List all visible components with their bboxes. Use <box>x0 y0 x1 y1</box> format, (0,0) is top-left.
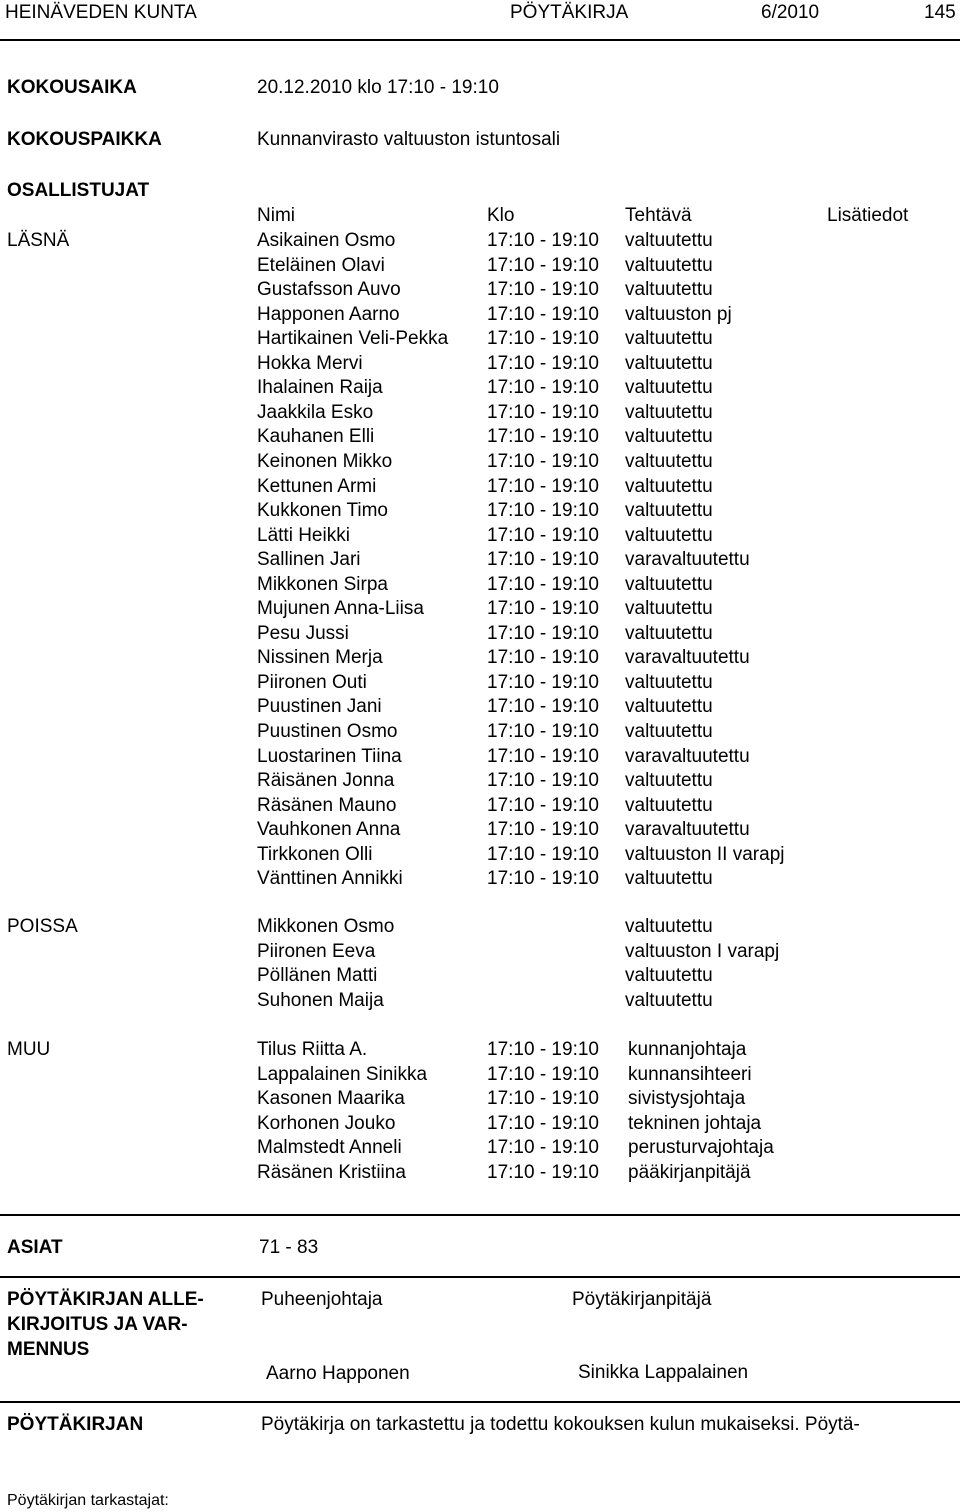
column-header-time: Klo <box>487 205 515 226</box>
attendee-time: 17:10 - 19:10 <box>487 328 599 350</box>
other-time: 17:10 - 19:10 <box>487 1088 599 1110</box>
table-row <box>0 1063 960 1088</box>
other-name: Lappalainen Sinikka <box>257 1063 428 1085</box>
table-row <box>0 376 960 401</box>
table-row <box>0 646 960 671</box>
attendee-name: Mujunen Anna-Liisa <box>257 598 424 620</box>
table-row <box>0 695 960 720</box>
other-role: perusturvajohtaja <box>628 1137 774 1159</box>
table-row <box>0 622 960 647</box>
table-row <box>0 573 960 598</box>
table-row <box>0 915 960 940</box>
absentee-name: Pöllänen Matti <box>257 965 378 987</box>
meeting-place-label: KOKOUSPAIKKA <box>7 129 162 150</box>
table-row <box>0 475 960 500</box>
attendee-time: 17:10 - 19:10 <box>487 573 599 595</box>
other-role: kunnanjohtaja <box>628 1039 747 1060</box>
attendee-role: valtuutettu <box>625 696 713 718</box>
attendee-name: Asikainen Osmo <box>257 230 396 251</box>
attendee-name: Eteläinen Olavi <box>257 254 385 276</box>
attendee-time: 17:10 - 19:10 <box>487 647 599 669</box>
attendee-role: varavaltuutettu <box>625 819 750 841</box>
column-header-name: Nimi <box>257 205 295 226</box>
table-row <box>0 327 960 352</box>
attendee-role: valtuuston pj <box>625 303 732 325</box>
absentee-name: Mikkonen Osmo <box>257 916 395 937</box>
attendee-time: 17:10 - 19:10 <box>487 770 599 792</box>
attendee-time: 17:10 - 19:10 <box>487 549 599 571</box>
attendee-name: Puustinen Jani <box>257 696 382 718</box>
attendee-name: Räisänen Jonna <box>257 770 395 792</box>
attendee-role: valtuutettu <box>625 622 713 644</box>
table-row <box>0 278 960 303</box>
secretary-title: Pöytäkirjanpitäjä <box>572 1289 712 1310</box>
attendee-name: Vänttinen Annikki <box>257 868 403 890</box>
other-name: Korhonen Jouko <box>257 1112 396 1134</box>
other-name: Räsänen Kristiina <box>257 1161 406 1183</box>
table-row <box>0 254 960 279</box>
attendee-name: Vauhkonen Anna <box>257 819 401 841</box>
participants-label: OSALLISTUJAT <box>7 180 150 201</box>
table-row <box>0 989 960 1014</box>
attendee-time: 17:10 - 19:10 <box>487 377 599 399</box>
attendee-role: valtuutettu <box>625 721 713 742</box>
attendee-role: valtuutettu <box>625 450 713 472</box>
table-row <box>0 499 960 524</box>
absent-label: POISSA <box>7 916 78 937</box>
other-time: 17:10 - 19:10 <box>487 1063 599 1085</box>
attendee-role: valtuutettu <box>625 401 713 423</box>
other-time: 17:10 - 19:10 <box>487 1137 599 1159</box>
signing-label-line-1: PÖYTÄKIRJAN ALLE- <box>7 1289 204 1310</box>
table-row <box>0 769 960 794</box>
attendee-role: valtuutettu <box>625 426 713 448</box>
other-time: 17:10 - 19:10 <box>487 1112 599 1134</box>
other-role: kunnansihteeri <box>628 1063 752 1085</box>
meeting-place-value: Kunnanvirasto valtuuston istuntosali <box>257 129 561 150</box>
table-row <box>0 867 960 892</box>
chair-name: Aarno Happonen <box>266 1363 410 1384</box>
attendee-name: Gustafsson Auvo <box>257 279 401 301</box>
signing-label-line-3: MENNUS <box>7 1339 90 1360</box>
items-divider <box>0 1214 960 1216</box>
meeting-time-value: 20.12.2010 klo 17:10 - 19:10 <box>257 77 499 98</box>
table-row <box>0 745 960 770</box>
other-time: 17:10 - 19:10 <box>487 1039 599 1060</box>
other-role: pääkirjanpitäjä <box>628 1161 751 1183</box>
other-name: Malmstedt Anneli <box>257 1137 402 1159</box>
other-name: Kasonen Maarika <box>257 1088 405 1110</box>
attendee-name: Kukkonen Timo <box>257 500 388 522</box>
attendee-time: 17:10 - 19:10 <box>487 254 599 276</box>
secretary-name: Sinikka Lappalainen <box>578 1362 749 1383</box>
attendee-name: Kettunen Armi <box>257 475 377 497</box>
attendee-time: 17:10 - 19:10 <box>487 671 599 693</box>
attendee-name: Sallinen Jari <box>257 549 361 571</box>
attendee-name: Keinonen Mikko <box>257 450 393 472</box>
attendee-time: 17:10 - 19:10 <box>487 794 599 816</box>
absentee-role: valtuutettu <box>625 989 713 1011</box>
table-row <box>0 303 960 328</box>
table-row <box>0 548 960 573</box>
attendee-role: valtuutettu <box>625 475 713 497</box>
absentee-name: Piironen Eeva <box>257 940 376 962</box>
attendee-name: Luostarinen Tiina <box>257 745 402 767</box>
header-municipality: HEINÄVEDEN KUNTA <box>5 2 197 23</box>
attendee-time: 17:10 - 19:10 <box>487 303 599 325</box>
table-row <box>0 229 960 254</box>
attendee-time: 17:10 - 19:10 <box>487 230 599 251</box>
attendee-time: 17:10 - 19:10 <box>487 598 599 620</box>
attendee-name: Piironen Outi <box>257 671 367 693</box>
attendee-time: 17:10 - 19:10 <box>487 500 599 522</box>
attendee-name: Hokka Mervi <box>257 352 363 374</box>
attendee-time: 17:10 - 19:10 <box>487 426 599 448</box>
absentee-role: valtuutettu <box>625 965 713 987</box>
attendee-role: valtuutettu <box>625 573 713 595</box>
table-row <box>0 1087 960 1112</box>
attendee-time: 17:10 - 19:10 <box>487 279 599 301</box>
attendee-time: 17:10 - 19:10 <box>487 352 599 374</box>
attendee-role: valtuutettu <box>625 377 713 399</box>
attendee-time: 17:10 - 19:10 <box>487 868 599 890</box>
table-row <box>0 1136 960 1161</box>
attendee-name: Happonen Aarno <box>257 303 400 325</box>
review-label: PÖYTÄKIRJAN <box>7 1414 144 1435</box>
attendee-role: varavaltuutettu <box>625 647 750 669</box>
attendee-time: 17:10 - 19:10 <box>487 622 599 644</box>
attendee-role: valtuutettu <box>625 770 713 792</box>
attendee-role: valtuutettu <box>625 254 713 276</box>
header-issue: 6/2010 <box>761 2 820 23</box>
attendee-time: 17:10 - 19:10 <box>487 745 599 767</box>
signing-divider <box>0 1276 960 1278</box>
table-row <box>0 1112 960 1137</box>
attendee-role: valtuutettu <box>625 352 713 374</box>
attendee-role: valtuutettu <box>625 500 713 522</box>
table-row <box>0 352 960 377</box>
review-text: Pöytäkirja on tarkastettu ja todettu kokouksen kulun mukaiseksi. Pöytä- <box>261 1414 860 1435</box>
other-name: Tilus Riitta A. <box>257 1039 368 1060</box>
attendee-role: valtuutettu <box>625 598 713 620</box>
attendee-time: 17:10 - 19:10 <box>487 524 599 546</box>
table-row <box>0 794 960 819</box>
attendee-name: Ihalainen Raija <box>257 377 383 399</box>
table-row <box>0 597 960 622</box>
table-row <box>0 818 960 843</box>
attendee-name: Puustinen Osmo <box>257 721 398 742</box>
present-label: LÄSNÄ <box>7 230 70 251</box>
attendee-time: 17:10 - 19:10 <box>487 696 599 718</box>
table-row <box>0 1038 960 1063</box>
table-row <box>0 843 960 868</box>
absentee-name: Suhonen Maija <box>257 989 384 1011</box>
attendee-name: Tirkkonen Olli <box>257 843 373 865</box>
column-header-role: Tehtävä <box>625 205 692 226</box>
absentee-role: valtuutettu <box>625 916 713 937</box>
chair-title: Puheenjohtaja <box>261 1289 383 1310</box>
attendee-role: varavaltuutettu <box>625 745 750 767</box>
review-divider <box>0 1401 960 1403</box>
attendee-name: Kauhanen Elli <box>257 426 375 448</box>
attendee-time: 17:10 - 19:10 <box>487 450 599 472</box>
attendee-name: Hartikainen Veli-Pekka <box>257 328 449 350</box>
table-row <box>0 720 960 745</box>
attendee-time: 17:10 - 19:10 <box>487 843 599 865</box>
table-row <box>0 964 960 989</box>
attendee-name: Jaakkila Esko <box>257 401 374 423</box>
attendee-time: 17:10 - 19:10 <box>487 475 599 497</box>
attendee-role: valtuutettu <box>625 671 713 693</box>
table-row <box>0 1161 960 1186</box>
reviewers-label: Pöytäkirjan tarkastajat: <box>7 1492 169 1509</box>
table-row <box>0 425 960 450</box>
header-page-number: 145 <box>924 2 956 23</box>
header-divider <box>0 39 960 41</box>
other-time: 17:10 - 19:10 <box>487 1161 599 1183</box>
attendee-role: valtuutettu <box>625 868 713 890</box>
attendee-role: valtuuston II varapj <box>625 843 785 865</box>
attendee-time: 17:10 - 19:10 <box>487 401 599 423</box>
table-row <box>0 450 960 475</box>
table-row <box>0 671 960 696</box>
items-label: ASIAT <box>7 1237 63 1258</box>
other-role: tekninen johtaja <box>628 1112 762 1134</box>
attendee-time: 17:10 - 19:10 <box>487 819 599 841</box>
attendee-name: Nissinen Merja <box>257 647 383 669</box>
attendee-name: Lätti Heikki <box>257 524 350 546</box>
attendee-time: 17:10 - 19:10 <box>487 721 599 742</box>
attendee-role: varavaltuutettu <box>625 549 750 571</box>
absentee-role: valtuuston I varapj <box>625 940 780 962</box>
meeting-time-label: KOKOUSAIKA <box>7 77 137 98</box>
attendee-name: Mikkonen Sirpa <box>257 573 388 595</box>
column-header-extra: Lisätiedot <box>827 205 909 226</box>
attendee-role: valtuutettu <box>625 328 713 350</box>
other-label: MUU <box>7 1039 51 1060</box>
attendee-role: valtuutettu <box>625 279 713 301</box>
table-row <box>0 940 960 965</box>
items-value: 71 - 83 <box>259 1237 319 1258</box>
signing-label-line-2: KIRJOITUS JA VAR- <box>7 1314 188 1335</box>
attendee-name: Pesu Jussi <box>257 622 349 644</box>
table-row <box>0 401 960 426</box>
attendee-name: Räsänen Mauno <box>257 794 397 816</box>
table-row <box>0 524 960 549</box>
attendee-role: valtuutettu <box>625 230 713 251</box>
attendee-role: valtuutettu <box>625 794 713 816</box>
attendee-role: valtuutettu <box>625 524 713 546</box>
header-doc-type: PÖYTÄKIRJA <box>510 2 629 23</box>
other-role: sivistysjohtaja <box>628 1088 746 1110</box>
